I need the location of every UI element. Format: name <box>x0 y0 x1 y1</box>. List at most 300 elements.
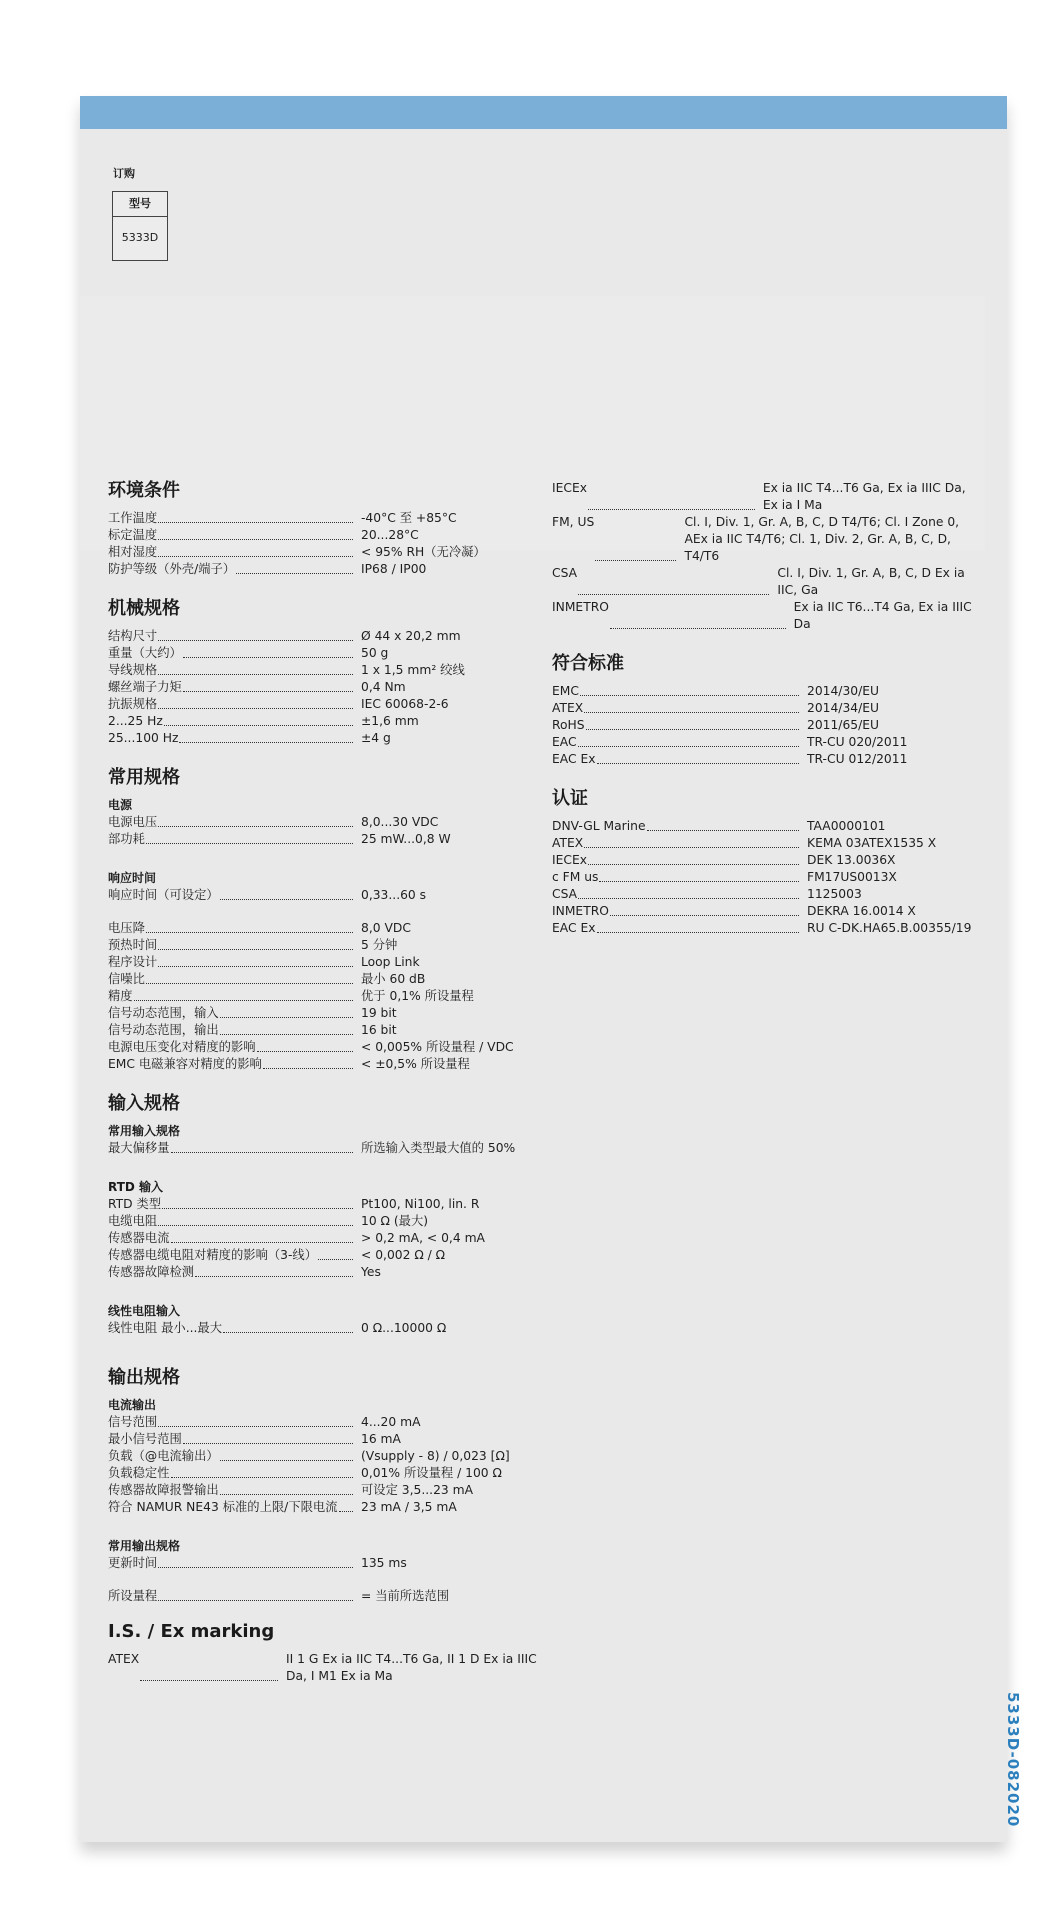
spec-value: 25 mW...0,8 W <box>361 832 451 846</box>
leader-dots <box>183 1431 353 1444</box>
spec-value: ±1,6 mm <box>361 714 419 728</box>
spec-label <box>108 679 356 696</box>
spec-row <box>108 1431 538 1448</box>
leader-dots <box>195 1264 353 1277</box>
spec-label <box>552 869 802 886</box>
order-table-header: 型号 <box>113 192 167 217</box>
spec-label-text: INMETRO <box>552 904 609 918</box>
spec-label <box>108 1588 356 1605</box>
leader-dots <box>220 1005 353 1018</box>
spec-label-text: 结构尺寸 <box>108 629 158 643</box>
spec-label-text: 25...100 Hz <box>108 731 179 745</box>
leader-dots <box>158 544 353 557</box>
spec-label-text: 程序设计 <box>108 955 158 969</box>
spec-label <box>108 1213 356 1230</box>
spec-row <box>108 1196 538 1213</box>
spec-value: 优于 0,1% 所设量程 <box>361 989 474 1003</box>
spec-label <box>108 527 356 544</box>
leader-dots <box>171 1140 354 1153</box>
spec-label <box>108 887 356 904</box>
spec-row <box>108 988 538 1005</box>
spec-label <box>108 937 356 954</box>
spec-label-text: 标定温度 <box>108 528 158 542</box>
input-general-list <box>108 1140 538 1157</box>
leader-dots <box>586 717 799 730</box>
spec-label-text: RoHS <box>552 718 585 732</box>
spec-value: FM17US0013X <box>807 870 897 884</box>
leader-dots <box>318 1247 353 1260</box>
spec-label-text: INMETRO <box>552 600 609 614</box>
spec-value: Pt100, Ni100, lin. R <box>361 1197 480 1211</box>
spec-label <box>108 814 356 831</box>
leader-dots <box>220 1482 353 1495</box>
sub-title-current: 电流输出 <box>108 1398 157 1412</box>
spec-label-text: 重量（大约） <box>108 646 182 660</box>
spec-row <box>552 835 982 852</box>
spec-label <box>108 1247 356 1264</box>
spec-label-text: 信号动态范围，输入 <box>108 1006 219 1020</box>
spec-value: 8,0 VDC <box>361 921 411 935</box>
spec-label <box>552 903 802 920</box>
spec-label-text: 2...25 Hz <box>108 714 163 728</box>
response-list <box>108 887 538 904</box>
leader-dots <box>164 713 353 726</box>
spec-value: 最小 60 dB <box>361 972 426 986</box>
spec-label-text: ATEX <box>552 836 584 850</box>
spec-value: Loop Link <box>361 955 420 969</box>
leader-dots <box>171 1465 354 1478</box>
spec-label-text: 传感器故障检测 <box>108 1265 195 1279</box>
leader-dots <box>257 1039 353 1052</box>
spec-value: 8,0...30 VDC <box>361 815 439 829</box>
spec-label-text: 更新时间 <box>108 1556 158 1570</box>
standards-list <box>552 683 982 768</box>
spec-label-text: DNV-GL Marine <box>552 819 646 833</box>
rtd-list <box>108 1196 538 1281</box>
section-title-common: 常用规格 <box>108 767 180 788</box>
spec-value: (Vsupply - 8) / 0,023 [Ω] <box>361 1449 510 1463</box>
leader-dots <box>578 886 799 899</box>
spec-value: = 当前所选范围 <box>361 1589 449 1603</box>
spec-label <box>552 751 802 768</box>
spec-label-text: 传感器故障报警输出 <box>108 1483 219 1497</box>
leader-dots <box>158 814 353 827</box>
spec-label <box>552 920 802 937</box>
spec-row <box>108 1465 538 1482</box>
leader-dots <box>171 1230 354 1243</box>
spec-row <box>108 954 538 971</box>
spec-value: 0 Ω...10000 Ω <box>361 1321 447 1335</box>
section-title-mech: 机械规格 <box>108 598 180 619</box>
leader-dots <box>220 1022 353 1035</box>
spec-label-text: 部功耗 <box>108 832 145 846</box>
spec-label-text: 最大偏移量 <box>108 1141 170 1155</box>
spec-row <box>108 696 538 713</box>
spec-row <box>108 1448 538 1465</box>
spec-row <box>108 561 538 578</box>
spec-value: Cl. I, Div. 1, Gr. A, B, C, D T4/T6; Cl. I Zone 0, AEx ia IIC T4/T6; Cl. 1, Div. 2, Gr. A, B, C, D, T4/T6 <box>684 515 960 563</box>
spec-label <box>552 514 679 565</box>
spec-label-text: 电源电压变化对精度的影响 <box>108 1040 256 1054</box>
spec-row <box>552 886 982 903</box>
spec-label-text: ATEX <box>552 701 584 715</box>
spec-label <box>108 1140 356 1157</box>
spec-value: 1125003 <box>807 887 862 901</box>
leader-dots <box>158 1414 353 1427</box>
spec-row <box>552 869 982 886</box>
spec-row <box>108 1320 538 1337</box>
spec-value: DEKRA 16.0014 X <box>807 904 916 918</box>
order-title: 订购 <box>113 167 135 180</box>
spec-label <box>108 1465 356 1482</box>
spec-row <box>108 1414 538 1431</box>
leader-dots <box>595 514 676 561</box>
spec-row <box>108 1213 538 1230</box>
output-general-list <box>108 1555 538 1572</box>
section-title-approvals: 认证 <box>552 788 588 809</box>
spec-label-text: c FM us <box>552 870 599 884</box>
spec-row <box>108 1022 538 1039</box>
spec-value: TR-CU 020/2011 <box>807 735 908 749</box>
section-title-standards: 符合标准 <box>552 653 624 674</box>
spec-label <box>108 1196 356 1213</box>
spec-row <box>108 1651 538 1685</box>
leader-dots <box>584 835 799 848</box>
header-bar <box>80 96 1007 129</box>
spec-row <box>108 544 538 561</box>
leader-dots <box>158 1588 353 1601</box>
spec-row <box>552 920 982 937</box>
document-code: 5333D-082020 <box>1004 1692 1022 1828</box>
leader-dots <box>647 818 799 831</box>
spec-row <box>108 920 538 937</box>
spec-row <box>552 818 982 835</box>
spec-label <box>108 1448 356 1465</box>
spec-label <box>108 696 356 713</box>
linres-list <box>108 1320 538 1337</box>
spec-value: ±4 g <box>361 731 391 745</box>
spec-label <box>552 480 758 514</box>
leader-dots <box>162 1196 353 1209</box>
spec-row <box>108 1140 538 1157</box>
mech-list <box>108 628 538 747</box>
spec-row <box>552 717 982 734</box>
leader-dots <box>158 954 353 967</box>
spec-label <box>108 1005 356 1022</box>
spec-value: 23 mA / 3,5 mA <box>361 1500 457 1514</box>
spec-label <box>552 565 772 599</box>
spec-value: TR-CU 012/2011 <box>807 752 908 766</box>
spec-value: < 0,005% 所设量程 / VDC <box>361 1040 514 1054</box>
env-list <box>108 510 538 578</box>
spec-label-text: 所设量程 <box>108 1589 158 1603</box>
spec-label-text: EAC <box>552 735 577 749</box>
spec-label-text: 电压降 <box>108 921 145 935</box>
leader-dots <box>158 527 353 540</box>
spec-label <box>108 954 356 971</box>
common-misc-list <box>108 920 538 1073</box>
section-title-exmark: I.S. / Ex marking <box>108 1621 275 1642</box>
spec-label <box>552 734 802 751</box>
spec-label-text: 信号范围 <box>108 1415 158 1429</box>
leader-dots <box>146 920 353 933</box>
spec-value: 0,4 Nm <box>361 680 406 694</box>
spec-label <box>108 920 356 937</box>
spec-label <box>552 886 802 903</box>
leader-dots <box>158 1213 353 1226</box>
spec-label-text: CSA <box>552 566 578 580</box>
leader-dots <box>597 920 799 933</box>
spec-value: Yes <box>361 1265 381 1279</box>
spec-row <box>552 480 982 514</box>
leader-dots <box>134 988 353 1001</box>
spec-value: 19 bit <box>361 1006 397 1020</box>
leader-dots <box>578 565 769 595</box>
spec-label-text: 相对湿度 <box>108 545 158 559</box>
leader-dots <box>610 903 799 916</box>
spec-value: II 1 G Ex ia IIC T4...T6 Ga, II 1 D Ex ia IIIC Da, I M1 Ex ia Ma <box>286 1652 537 1683</box>
spec-value: IEC 60068-2-6 <box>361 697 449 711</box>
spec-label-text: ATEX <box>108 1652 140 1666</box>
spec-label <box>108 1414 356 1431</box>
spec-value: Ex ia IIC T6...T4 Ga, Ex ia IIIC Da <box>793 600 972 631</box>
spec-value: IP68 / IP00 <box>361 562 427 576</box>
exmark-list <box>108 1651 538 1685</box>
spec-label-text: 导线规格 <box>108 663 158 677</box>
spec-label <box>108 1431 356 1448</box>
section-title-input: 输入规格 <box>108 1093 180 1114</box>
spec-value: 1 x 1,5 mm² 绞线 <box>361 663 465 677</box>
spec-row <box>108 510 538 527</box>
spec-value: 50 g <box>361 646 389 660</box>
spec-row <box>108 1555 538 1572</box>
leader-dots <box>584 700 799 713</box>
leader-dots <box>183 679 353 692</box>
spec-label-text: 信噪比 <box>108 972 145 986</box>
spec-row <box>108 645 538 662</box>
leader-dots <box>599 869 799 882</box>
spec-label <box>552 852 802 869</box>
spec-label-text: EAC Ex <box>552 921 596 935</box>
spec-label <box>108 1482 356 1499</box>
spec-label-text: 符合 NAMUR NE43 标准的上限/下限电流 <box>108 1500 338 1514</box>
spec-label <box>552 818 802 835</box>
spec-value: Cl. I, Div. 1, Gr. A, B, C, D Ex ia IIC, Ga <box>777 566 965 597</box>
spec-row <box>108 628 538 645</box>
leader-dots <box>610 599 786 629</box>
order-table <box>112 191 168 261</box>
spec-label <box>108 544 356 561</box>
spec-row <box>108 1247 538 1264</box>
spec-label <box>108 1499 356 1516</box>
spec-label-text: EMC 电磁兼容对精度的影响 <box>108 1057 262 1071</box>
spec-value: 5 分钟 <box>361 938 398 952</box>
leader-dots <box>578 734 799 747</box>
spec-label-text: 传感器电流 <box>108 1231 170 1245</box>
leader-dots <box>158 937 353 950</box>
spec-value: < ±0,5% 所设量程 <box>361 1057 470 1071</box>
spec-label <box>108 1056 356 1073</box>
spec-row <box>108 971 538 988</box>
spec-value: 4...20 mA <box>361 1415 421 1429</box>
leader-dots <box>183 645 353 658</box>
spec-label <box>552 700 802 717</box>
spec-label-text: 信号动态范围，输出 <box>108 1023 219 1037</box>
spec-label <box>108 1651 281 1685</box>
spec-row <box>552 514 982 565</box>
spec-label <box>108 1230 356 1247</box>
spec-value: 可设定 3,5...23 mA <box>361 1483 474 1497</box>
spec-value: < 95% RH（无冷凝） <box>361 545 486 559</box>
spec-value: RU C-DK.HA65.B.00355/19 <box>807 921 972 935</box>
sub-title-input-general: 常用输入规格 <box>108 1124 181 1138</box>
leader-dots <box>588 480 755 510</box>
spec-value: < 0,002 Ω / Ω <box>361 1248 446 1262</box>
sub-title-output-general: 常用输出规格 <box>108 1539 181 1553</box>
spec-value: KEMA 03ATEX1535 X <box>807 836 937 850</box>
sub-title-linres: 线性电阻输入 <box>108 1304 181 1318</box>
spec-label <box>108 971 356 988</box>
spec-row <box>552 599 982 633</box>
spec-value: 所选输入类型最大值的 50% <box>361 1141 516 1155</box>
spec-label <box>108 1555 356 1572</box>
spec-row <box>552 903 982 920</box>
spec-row <box>108 527 538 544</box>
leader-dots <box>263 1056 353 1069</box>
spec-value: -40°C 至 +85°C <box>361 511 457 525</box>
spec-label-text: 负载稳定性 <box>108 1466 170 1480</box>
leader-dots <box>580 683 799 696</box>
spec-label-text: 精度 <box>108 989 133 1003</box>
section-title-output: 输出规格 <box>108 1367 180 1388</box>
spec-value: Ex ia IIC T4...T6 Ga, Ex ia IIIC Da, Ex ia I Ma <box>762 481 966 512</box>
leader-dots <box>223 1320 353 1333</box>
leader-dots <box>158 510 353 523</box>
spec-value: > 0,2 mA, < 0,4 mA <box>361 1231 485 1245</box>
spec-row <box>552 683 982 700</box>
spec-label <box>552 599 789 633</box>
spec-row <box>108 887 538 904</box>
spec-row <box>552 852 982 869</box>
leader-dots <box>146 971 353 984</box>
spec-value: 0,01% 所设量程 / 100 Ω <box>361 1466 502 1480</box>
output-range-list <box>108 1588 538 1605</box>
leader-dots <box>158 1555 353 1568</box>
spec-label <box>108 988 356 1005</box>
spec-label <box>108 628 356 645</box>
spec-value: 10 Ω (最大) <box>361 1214 429 1228</box>
spec-label <box>552 835 802 852</box>
leader-dots <box>597 751 799 764</box>
left-column <box>108 480 538 1685</box>
sub-title-response: 响应时间 <box>108 871 157 885</box>
spec-row <box>108 662 538 679</box>
section-title-env: 环境条件 <box>108 480 180 501</box>
spec-value: 2011/65/EU <box>807 718 879 732</box>
order-table-value: 5333D <box>121 231 159 244</box>
spec-label-text: 响应时间（可设定） <box>108 888 219 902</box>
spec-label-text: IECEx <box>552 481 588 495</box>
spec-label-text: FM, US <box>552 515 595 529</box>
spec-value: DEK 13.0036X <box>807 853 896 867</box>
spec-value: 16 bit <box>361 1023 397 1037</box>
leader-dots <box>220 887 353 900</box>
spec-value: 135 ms <box>361 1556 407 1570</box>
leader-dots <box>588 852 799 865</box>
spec-label-text: 预热时间 <box>108 938 158 952</box>
spec-label-text: EMC <box>552 684 579 698</box>
spec-label-text: 螺丝端子力矩 <box>108 680 182 694</box>
leader-dots <box>158 696 353 709</box>
spec-label <box>552 683 802 700</box>
spec-value: 0,33...60 s <box>361 888 427 902</box>
spec-row <box>108 814 538 831</box>
spec-label <box>552 717 802 734</box>
spec-row <box>108 1230 538 1247</box>
spec-row <box>108 679 538 696</box>
leader-dots <box>158 628 353 641</box>
sub-title-rtd: RTD 输入 <box>108 1180 164 1194</box>
spec-row <box>108 1588 538 1605</box>
leader-dots <box>179 730 353 743</box>
spec-label-text: 负载（@电流输出） <box>108 1449 219 1463</box>
spec-row <box>108 1056 538 1073</box>
spec-row <box>108 1482 538 1499</box>
spec-label <box>108 1022 356 1039</box>
power-list <box>108 814 538 848</box>
spec-value: 20...28°C <box>361 528 419 542</box>
spec-label <box>108 730 356 747</box>
current-list <box>108 1414 538 1516</box>
leader-dots <box>339 1499 353 1512</box>
spec-label <box>108 1320 356 1337</box>
spec-label-text: 线性电阻 最小...最大 <box>108 1321 223 1335</box>
spec-value: Ø 44 x 20,2 mm <box>361 629 461 643</box>
sub-title-power: 电源 <box>108 798 133 812</box>
leader-dots <box>146 831 353 844</box>
spec-row <box>108 1499 538 1516</box>
spec-row <box>108 1039 538 1056</box>
spec-label <box>108 510 356 527</box>
spec-label-text: IECEx <box>552 853 588 867</box>
spec-row <box>552 734 982 751</box>
spec-label-text: 电缆电阻 <box>108 1214 158 1228</box>
spec-row <box>108 831 538 848</box>
spec-row <box>108 937 538 954</box>
spec-label <box>108 831 356 848</box>
spec-label-text: CSA <box>552 887 578 901</box>
spec-label-text: 最小信号范围 <box>108 1432 182 1446</box>
spec-value: 16 mA <box>361 1432 401 1446</box>
spec-label <box>108 1039 356 1056</box>
spec-label <box>108 561 356 578</box>
spec-row <box>108 1264 538 1281</box>
spec-label <box>108 1264 356 1281</box>
spec-row <box>552 700 982 717</box>
spec-label-text: 抗振规格 <box>108 697 158 711</box>
spec-label <box>108 662 356 679</box>
spec-row <box>108 713 538 730</box>
spec-value: TAA0000101 <box>807 819 886 833</box>
spec-row <box>108 1005 538 1022</box>
right-column <box>552 480 982 937</box>
spec-label-text: 防护等级（外壳/端子） <box>108 562 236 576</box>
right-ex-list <box>552 480 982 633</box>
spec-value: 2014/34/EU <box>807 701 879 715</box>
approvals-list <box>552 818 982 937</box>
spec-label-text: 电源电压 <box>108 815 158 829</box>
spec-label-text: RTD 类型 <box>108 1197 162 1211</box>
